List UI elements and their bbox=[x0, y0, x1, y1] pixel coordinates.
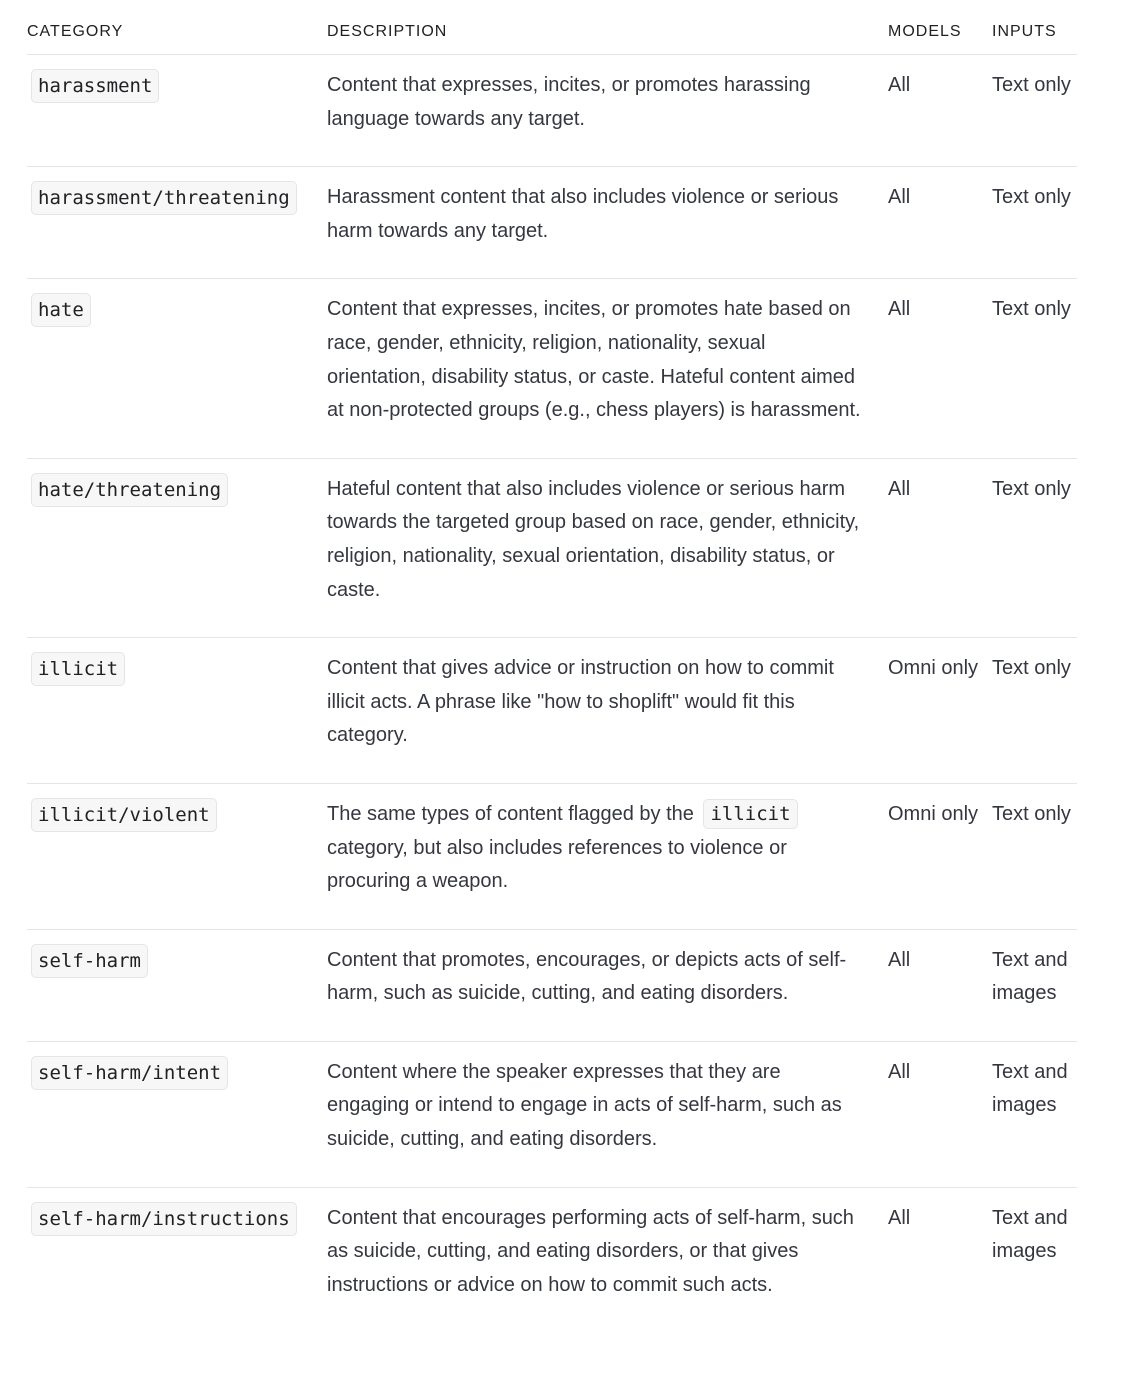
inputs-cell: Text only bbox=[992, 458, 1077, 637]
category-cell bbox=[27, 1041, 327, 1187]
moderation-categories-table bbox=[27, 0, 1077, 1332]
category-cell bbox=[27, 783, 327, 929]
header-inputs: INPUTS bbox=[992, 0, 1077, 55]
models-cell: All bbox=[888, 458, 992, 637]
category-cell bbox=[27, 279, 327, 458]
category-cell bbox=[27, 167, 327, 279]
category-cell bbox=[27, 1187, 327, 1332]
models-cell: All bbox=[888, 1206, 911, 1229]
models-cell: All bbox=[888, 1041, 992, 1187]
category-code: hate bbox=[31, 293, 91, 327]
category-cell bbox=[27, 458, 327, 637]
models-cell: Omni only bbox=[888, 783, 992, 929]
category-cell bbox=[27, 638, 327, 784]
table-row bbox=[27, 638, 1077, 784]
table-row bbox=[27, 929, 1077, 1041]
models-cell: Omni only bbox=[888, 638, 992, 784]
inputs-cell: Text only bbox=[992, 55, 1077, 167]
table-row bbox=[27, 1187, 1077, 1332]
header-description: DESCRIPTION bbox=[327, 0, 888, 55]
table-header-row bbox=[27, 0, 1077, 55]
description-cell: Content that promotes, encourages, or depicts acts of self-harm, such as suicide, cutting, and eating disorders. bbox=[327, 929, 888, 1041]
category-code: self-harm/intent bbox=[31, 1056, 228, 1090]
header-models: MODELS bbox=[888, 0, 992, 55]
description-cell: Content that encourages performing acts of self-harm, such as suicide, cutting, and eating disorders, or that gives instructions or advice on how to commit such acts. bbox=[327, 1206, 854, 1296]
inputs-cell: Text only bbox=[992, 167, 1077, 279]
models-cell: All bbox=[888, 929, 992, 1041]
moderation-categories-table-wrapper bbox=[27, 0, 1077, 1332]
table-row bbox=[27, 783, 1077, 929]
description-cell: Hateful content that also includes violence or serious harm towards the targeted group based on race, gender, ethnicity, religion, nationality, sexual orientation, disability status, or caste. bbox=[327, 458, 888, 637]
inline-category-code: illicit bbox=[703, 799, 797, 829]
table-row bbox=[27, 55, 1077, 167]
table-row bbox=[27, 458, 1077, 637]
category-code: hate/threatening bbox=[31, 473, 228, 507]
description-cell: Harassment content that also includes violence or serious harm towards any target. bbox=[327, 167, 888, 279]
description-cell: Content that gives advice or instruction on how to commit illicit acts. A phrase like "how to shoplift" would fit this category. bbox=[327, 638, 888, 784]
category-cell bbox=[27, 55, 327, 167]
category-code: self-harm bbox=[31, 944, 148, 978]
models-cell: All bbox=[888, 279, 992, 458]
models-cell: All bbox=[888, 55, 992, 167]
category-code: self-harm/instructions bbox=[31, 1202, 297, 1236]
category-code: illicit bbox=[31, 652, 125, 686]
inputs-cell: Text and images bbox=[992, 929, 1077, 1041]
inputs-cell: Text only bbox=[992, 783, 1077, 929]
inputs-cell: Text only bbox=[992, 279, 1077, 458]
inputs-cell: Text and images bbox=[992, 1206, 1068, 1263]
table-row bbox=[27, 279, 1077, 458]
description-cell: Content where the speaker expresses that they are engaging or intend to engage in acts of self-harm, such as suicide, cutting, and eating disorders. bbox=[327, 1041, 888, 1187]
models-cell: All bbox=[888, 167, 992, 279]
category-code: harassment/threatening bbox=[31, 181, 297, 215]
description-text-before: The same types of content flagged by the bbox=[327, 802, 694, 825]
category-code: illicit/violent bbox=[31, 798, 217, 832]
description-cell bbox=[327, 783, 888, 929]
category-code: harassment bbox=[31, 69, 159, 103]
description-text-after: category, but also includes references to violence or procuring a weapon. bbox=[327, 836, 787, 893]
inputs-cell: Text only bbox=[992, 638, 1077, 784]
description-cell: Content that expresses, incites, or promotes harassing language towards any target. bbox=[327, 55, 888, 167]
table-row bbox=[27, 167, 1077, 279]
table-row bbox=[27, 1041, 1077, 1187]
inputs-cell: Text and images bbox=[992, 1041, 1077, 1187]
description-cell: Content that expresses, incites, or promotes hate based on race, gender, ethnicity, religion, nationality, sexual orientation, disability status, or caste. Hateful content aimed at non-protected groups (e.g., chess players) is harassment. bbox=[327, 279, 888, 458]
header-category: CATEGORY bbox=[27, 0, 327, 55]
category-cell bbox=[27, 929, 327, 1041]
